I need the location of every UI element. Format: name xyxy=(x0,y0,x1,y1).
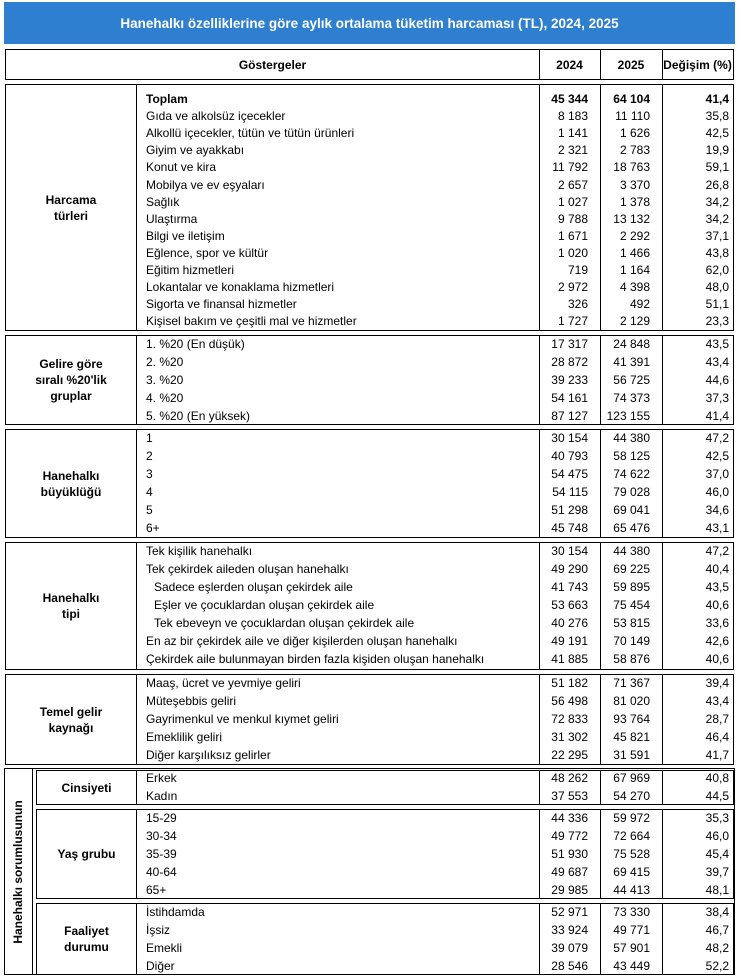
value-2025: 75 528 xyxy=(613,847,650,861)
value-2025: 44 380 xyxy=(613,544,650,558)
value-2025: 49 771 xyxy=(613,923,650,937)
change-percent: 35,3 xyxy=(705,811,729,825)
value-2025: 65 476 xyxy=(613,520,650,535)
row-label: Tek kişilik hanehalkı xyxy=(146,544,253,558)
value-2025: 43 449 xyxy=(613,959,650,973)
change-percent: 43,4 xyxy=(705,355,729,369)
change-percent: 40,4 xyxy=(705,562,729,576)
row-label: Kişisel bakım ve çeşitli mal ve hizmetler xyxy=(146,314,357,329)
value-2024: 8 183 xyxy=(557,109,588,124)
household-head-label: Hanehalkı sorumlusunun xyxy=(10,799,25,944)
section-5 xyxy=(5,674,734,765)
value-2025: 73 330 xyxy=(613,905,650,919)
header-change: Değişim (%) xyxy=(663,57,732,72)
table-row xyxy=(6,521,733,539)
table-row xyxy=(6,730,733,748)
value-2025: 18 763 xyxy=(613,160,650,175)
table-row xyxy=(6,229,733,246)
value-2024: 51 182 xyxy=(551,676,588,690)
row-label: İşsiz xyxy=(146,923,170,937)
table-row xyxy=(37,847,733,865)
value-2025: 54 270 xyxy=(613,789,650,803)
row-label: Eğlence, spor ve kültür xyxy=(146,245,269,260)
section-label: Cinsiyeti xyxy=(61,780,112,795)
value-2025: 2 783 xyxy=(619,143,650,158)
value-2025: 72 664 xyxy=(613,829,650,843)
value-2025: 1 466 xyxy=(619,245,650,260)
value-2025: 53 815 xyxy=(613,616,650,630)
table-row xyxy=(6,580,733,598)
value-2025: 1 164 xyxy=(619,263,650,277)
value-2024: 29 985 xyxy=(551,883,588,897)
table-row xyxy=(37,905,733,923)
row-label: 1 xyxy=(146,431,153,445)
change-percent: 39,7 xyxy=(705,865,729,879)
value-2024: 1 141 xyxy=(557,126,588,141)
value-2025: 24 848 xyxy=(613,337,650,351)
change-percent: 47,2 xyxy=(705,544,729,558)
row-label: Eşler ve çocuklardan oluşan çekirdek aile xyxy=(154,598,375,612)
value-2025: 41 391 xyxy=(613,355,650,369)
value-2025: 56 725 xyxy=(613,373,650,387)
value-2025: 69 225 xyxy=(613,562,650,576)
value-2024: 44 336 xyxy=(551,811,588,825)
change-percent: 46,7 xyxy=(705,923,729,937)
value-2024: 9 788 xyxy=(557,211,588,226)
section-2 xyxy=(5,335,734,425)
value-2024: 41 743 xyxy=(551,580,588,594)
table-row xyxy=(37,941,733,959)
table-title: Hanehalkı özelliklerine göre aylık ortalama tüketim harcaması (TL), 2024, 2025 xyxy=(4,2,735,44)
change-percent: 41,4 xyxy=(705,92,729,106)
table-row xyxy=(6,634,733,652)
value-2025: 13 132 xyxy=(613,211,650,226)
change-percent: 39,4 xyxy=(705,676,729,690)
table-row xyxy=(37,883,733,901)
value-2025: 81 020 xyxy=(613,694,650,708)
value-2024: 39 079 xyxy=(551,941,588,955)
value-2025: 31 591 xyxy=(613,748,650,762)
change-percent: 48,0 xyxy=(705,280,729,295)
value-2025: 70 149 xyxy=(613,634,650,648)
row-label: 5 xyxy=(146,502,153,517)
change-percent: 51,1 xyxy=(705,297,729,312)
value-2024: 51 930 xyxy=(551,847,588,861)
table-row xyxy=(6,485,733,503)
row-label: Kadın xyxy=(146,789,178,803)
row-label: Giyim ve ayakkabı xyxy=(146,143,245,158)
table-row xyxy=(6,337,733,355)
table-row xyxy=(6,178,733,195)
value-2024: 30 154 xyxy=(551,431,588,445)
row-label: Tek ebeveyn ve çocuklardan oluşan çekirdek aile xyxy=(154,616,415,630)
section-label: Temel gelir kaynağı xyxy=(39,704,103,735)
change-percent: 19,9 xyxy=(705,143,729,158)
table-row xyxy=(6,92,733,109)
value-2024: 1 027 xyxy=(557,194,588,209)
change-percent: 44,6 xyxy=(705,373,729,387)
row-label: Diğer karşılıksız gelirler xyxy=(146,748,271,762)
section-4 xyxy=(5,542,734,670)
header-indicators: Göstergeler xyxy=(238,57,307,72)
section-label: Gelire göre sıralı %20'lik gruplar xyxy=(35,357,107,403)
change-percent: 34,2 xyxy=(705,211,729,226)
value-2025: 1 626 xyxy=(619,126,650,141)
table-row xyxy=(6,712,733,730)
row-label: 1. %20 (En düşük) xyxy=(146,337,245,351)
section-label: Harcama türleri xyxy=(45,192,97,223)
value-2024: 11 792 xyxy=(552,160,588,175)
table-row xyxy=(6,355,733,373)
row-label: Emekli xyxy=(146,941,183,955)
value-2025: 2 292 xyxy=(619,228,650,243)
row-label: Mobilya ve ev eşyaları xyxy=(146,177,265,192)
change-percent: 37,1 xyxy=(705,228,729,243)
table-row xyxy=(37,959,733,977)
value-2025: 71 367 xyxy=(613,676,650,690)
row-label: Sağlık xyxy=(146,194,180,209)
value-2024: 2 657 xyxy=(557,177,588,192)
row-label: Lokantalar ve konaklama hizmetleri xyxy=(146,280,335,295)
value-2025: 57 901 xyxy=(613,941,650,955)
value-2024: 33 924 xyxy=(551,923,588,937)
row-label: Bilgi ve iletişim xyxy=(146,228,225,243)
table-row xyxy=(6,694,733,712)
table-row xyxy=(6,431,733,449)
table-row xyxy=(6,109,733,126)
row-label: Maaş, ücret ve yevmiye geliri xyxy=(146,676,301,690)
change-percent: 41,4 xyxy=(705,409,729,423)
header-2025: 2025 xyxy=(617,57,645,72)
value-2025: 2 129 xyxy=(619,314,650,329)
value-2024: 1 020 xyxy=(557,245,588,260)
row-label: 4 xyxy=(146,484,153,499)
value-2025: 3 370 xyxy=(619,177,650,192)
row-label: 35-39 xyxy=(146,847,177,861)
row-label: Tek çekirdek aileden oluşan hanehalkı xyxy=(146,562,349,576)
row-label: Diğer xyxy=(146,959,175,973)
value-2025: 75 454 xyxy=(613,598,650,612)
change-percent: 28,7 xyxy=(705,712,729,726)
row-label: 40-64 xyxy=(146,865,177,879)
value-2024: 87 127 xyxy=(551,409,588,423)
table-row xyxy=(6,280,733,297)
table-row xyxy=(6,126,733,143)
change-percent: 46,4 xyxy=(705,730,729,744)
change-percent: 34,2 xyxy=(705,194,729,209)
row-label: Eğitim hizmetleri xyxy=(146,263,235,277)
section-8 xyxy=(36,903,734,975)
change-percent: 42,6 xyxy=(705,634,729,648)
row-label: 65+ xyxy=(146,883,167,897)
row-label: 6+ xyxy=(146,520,160,535)
table-row xyxy=(6,616,733,634)
section-7 xyxy=(36,809,734,899)
value-2025: 492 xyxy=(629,297,650,312)
change-percent: 23,3 xyxy=(705,314,729,329)
row-label: Gıda ve alkolsüz içecekler xyxy=(146,109,286,124)
section-6 xyxy=(36,770,734,805)
table-row xyxy=(6,748,733,766)
change-percent: 45,4 xyxy=(705,847,729,861)
value-2025: 4 398 xyxy=(619,280,650,295)
value-2025: 45 821 xyxy=(613,730,650,744)
value-2024: 40 793 xyxy=(551,448,588,463)
row-label: 2 xyxy=(146,448,153,463)
section-label: Hanehalkı tipi xyxy=(42,591,100,621)
value-2025: 1 378 xyxy=(619,194,650,209)
value-2025: 58 125 xyxy=(613,448,650,463)
value-2024: 30 154 xyxy=(551,544,588,558)
value-2025: 44 380 xyxy=(613,431,650,445)
value-2024: 49 191 xyxy=(551,634,588,648)
value-2024: 31 302 xyxy=(551,730,588,744)
value-2024: 72 833 xyxy=(551,712,588,726)
value-2025: 44 413 xyxy=(613,883,650,897)
table-row xyxy=(37,865,733,883)
row-label: Erkek xyxy=(146,771,177,785)
value-2024: 719 xyxy=(567,263,588,277)
table-row xyxy=(6,598,733,616)
change-percent: 43,4 xyxy=(705,694,729,708)
row-label: Gayrimenkul ve menkul kıymet geliri xyxy=(146,712,339,726)
table-row xyxy=(6,391,733,409)
value-2025: 93 764 xyxy=(613,712,650,726)
change-percent: 43,8 xyxy=(705,245,729,260)
header-2024: 2024 xyxy=(556,57,583,72)
value-2024: 41 885 xyxy=(551,652,588,666)
change-percent: 44,5 xyxy=(705,789,729,803)
value-2024: 326 xyxy=(567,297,588,312)
row-label: 3. %20 xyxy=(146,373,184,387)
table-row xyxy=(6,676,733,694)
value-2024: 17 317 xyxy=(551,337,588,351)
value-2024: 49 772 xyxy=(551,829,588,843)
change-percent: 35,8 xyxy=(705,109,729,124)
change-percent: 46,0 xyxy=(705,484,729,499)
change-percent: 43,1 xyxy=(705,520,729,535)
table-row xyxy=(6,314,733,331)
value-2024: 45 344 xyxy=(551,92,588,106)
change-percent: 52,2 xyxy=(705,959,729,973)
change-percent: 37,0 xyxy=(705,466,729,481)
change-percent: 46,0 xyxy=(705,829,729,843)
table-row xyxy=(6,652,733,670)
change-percent: 40,6 xyxy=(705,598,729,612)
table-row xyxy=(37,829,733,847)
value-2024: 1 671 xyxy=(557,228,588,243)
row-label: Toplam xyxy=(146,92,188,106)
value-2024: 2 321 xyxy=(557,143,588,158)
change-percent: 40,8 xyxy=(705,771,729,785)
value-2024: 22 295 xyxy=(551,748,588,762)
value-2024: 54 115 xyxy=(552,484,588,499)
value-2025: 58 876 xyxy=(613,652,650,666)
section-label: Faaliyet durumu xyxy=(64,924,109,954)
value-2024: 28 546 xyxy=(551,959,588,973)
table-row xyxy=(6,544,733,562)
table-row xyxy=(6,195,733,212)
value-2025: 11 110 xyxy=(615,109,650,124)
value-2024: 37 553 xyxy=(551,789,588,803)
row-label: 30-34 xyxy=(146,829,177,843)
value-2024: 2 972 xyxy=(557,280,588,295)
value-2024: 45 748 xyxy=(551,520,588,535)
row-label: Emeklilik geliri xyxy=(146,730,223,744)
value-2025: 123 155 xyxy=(606,409,650,423)
table-row xyxy=(37,811,733,829)
value-2024: 48 262 xyxy=(551,771,588,785)
row-label: En az bir çekirdek aile ve diğer kişilerden oluşan hanehalkı xyxy=(146,634,458,648)
value-2024: 52 971 xyxy=(551,905,588,919)
change-percent: 38,4 xyxy=(705,905,729,919)
value-2024: 54 161 xyxy=(551,391,588,405)
table-row xyxy=(37,771,733,789)
value-2024: 51 298 xyxy=(551,502,588,517)
value-2025: 59 972 xyxy=(613,811,650,825)
value-2025: 64 104 xyxy=(613,92,650,106)
value-2024: 49 290 xyxy=(551,562,588,576)
value-2025: 69 415 xyxy=(613,865,650,879)
section-label: Hanehalkı büyüklüğü xyxy=(40,468,102,499)
row-label: 3 xyxy=(146,466,153,481)
change-percent: 41,7 xyxy=(705,748,729,762)
row-label: Sigorta ve finansal hizmetler xyxy=(146,297,297,312)
value-2025: 74 373 xyxy=(613,391,650,405)
value-2025: 79 028 xyxy=(613,484,650,499)
row-label: Müteşebbis geliri xyxy=(146,694,237,708)
section-1 xyxy=(5,84,734,331)
table-row xyxy=(6,503,733,521)
table-row xyxy=(6,467,733,485)
row-label: Çekirdek aile bulunmayan birden fazla kişiden oluşan hanehalkı xyxy=(146,652,485,666)
value-2024: 39 233 xyxy=(551,373,588,387)
change-percent: 43,5 xyxy=(705,580,729,594)
row-label: Ulaştırma xyxy=(146,211,198,226)
value-2025: 74 622 xyxy=(613,466,650,481)
table-header xyxy=(5,49,734,80)
row-label: İstihdamda xyxy=(146,905,205,919)
table-row xyxy=(6,212,733,229)
value-2024: 56 498 xyxy=(551,694,588,708)
table-row xyxy=(37,923,733,941)
section-3 xyxy=(5,429,734,538)
change-percent: 62,0 xyxy=(705,263,729,277)
row-label: Sadece eşlerden oluşan çekirdek aile xyxy=(154,580,353,594)
value-2025: 59 895 xyxy=(613,580,650,594)
value-2024: 53 663 xyxy=(551,598,588,612)
value-2024: 54 475 xyxy=(551,466,588,481)
change-percent: 37,3 xyxy=(705,391,729,405)
table-row xyxy=(6,449,733,467)
row-label: 5. %20 (En yüksek) xyxy=(146,409,251,423)
row-label: 4. %20 xyxy=(146,391,184,405)
change-percent: 40,6 xyxy=(705,652,729,666)
change-percent: 42,5 xyxy=(705,448,729,463)
row-label: 15-29 xyxy=(146,811,177,825)
value-2025: 67 969 xyxy=(613,771,650,785)
change-percent: 59,1 xyxy=(705,160,729,175)
change-percent: 48,1 xyxy=(705,883,729,897)
value-2025: 69 041 xyxy=(613,502,650,517)
change-percent: 48,2 xyxy=(705,941,729,955)
value-2024: 28 872 xyxy=(551,355,588,369)
row-label: 2. %20 xyxy=(146,355,184,369)
change-percent: 43,5 xyxy=(705,337,729,351)
value-2024: 1 727 xyxy=(557,314,588,329)
value-2024: 40 276 xyxy=(551,616,588,630)
change-percent: 33,6 xyxy=(705,616,729,630)
table-row xyxy=(37,789,733,807)
table-row xyxy=(6,143,733,160)
table-row xyxy=(6,246,733,263)
table-row xyxy=(6,160,733,177)
value-2024: 49 687 xyxy=(551,865,588,879)
table-row xyxy=(6,409,733,427)
table-row xyxy=(6,562,733,580)
change-percent: 42,5 xyxy=(705,126,729,141)
table-row xyxy=(6,297,733,314)
section-label: Yaş grubu xyxy=(57,847,116,861)
change-percent: 47,2 xyxy=(705,431,729,445)
change-percent: 34,6 xyxy=(705,502,729,517)
change-percent: 26,8 xyxy=(705,177,729,192)
row-label: Alkollü içecekler, tütün ve tütün ürünleri xyxy=(146,126,355,141)
table-row xyxy=(6,263,733,280)
table-row xyxy=(6,373,733,391)
row-label: Konut ve kira xyxy=(146,160,217,175)
